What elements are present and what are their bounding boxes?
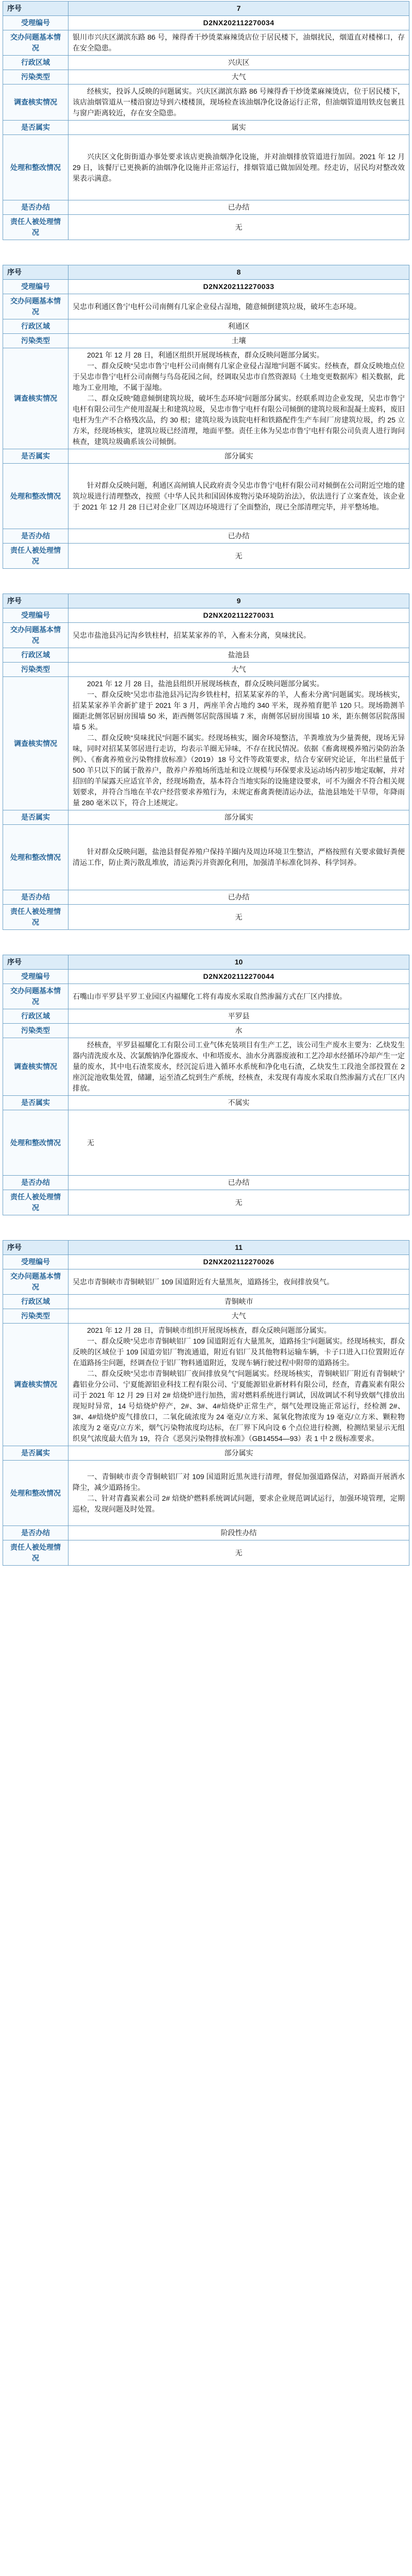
code-value: D2NX202112270033: [68, 280, 409, 294]
table-row: [3, 449, 409, 464]
done-value: 已办结: [68, 1176, 409, 1190]
table-row: [3, 810, 409, 825]
verify-value: [68, 677, 409, 810]
table-row: [3, 663, 409, 677]
table-row: [3, 334, 409, 348]
verify-value-paragraph: 2021 年 12 月 28 日，盐池县组织开展现场核查，群众反映问题部分属实。: [87, 680, 324, 688]
verify-label: 调查核实情况: [3, 1038, 68, 1096]
table-row: [3, 825, 409, 890]
table-row: [3, 265, 409, 280]
record-table: [3, 1, 409, 240]
basic-value: 银川市兴庆区湖滨东路 86 号，辣得香干炒烫菜麻辣烫店位于居民楼下，油烟扰民，烟道直对楼梯口，存在安全隐患。: [68, 30, 409, 56]
verify-value-paragraph: 二、群众反映“吴忠市青铜峡铝厂夜间排放臭气”问题属实。经现场核实，青铜峡铝厂附近有青铜峡宁鑫铝业分公司、宁夏能源铝业科技工程有限公司、宁夏能源铝业新材料有限公司，经查，青鑫炭素有限公司于 2021 年 12 月 29 日对 2# 焙烧炉进行加热，需对燃料系统进行调试，因故调试不利导致烟气排放出现短时异常，14 号焙烧炉停产，2#、3#、4#焙烧炉正常生产，烟气处理设施正常运行，经检测 2#、3#、4#焙烧炉废气排放口，二氧化硫浓度为 24 毫克/立方米、氮氧化物浓度为 19 毫克/立方米、颗粒物浓度为 2 毫克/立方米，烟气污染物浓度均达标，在厂界下风向设 6 个点位进行检测，检测结果显示无组织臭气浓度最大值为 19，符合《恶臭污染物排放标准》（GB14554—93）表 1 中 2 级标准要求。: [73, 1369, 405, 1443]
verify-label: 调查核实情况: [3, 348, 68, 449]
done-value: 已办结: [68, 200, 409, 215]
table-row: [3, 1526, 409, 1540]
handle-value-paragraph: 针对群众反映问题，利通区高闸镇人民政府责令吴忠市鲁宁电杆有限公司对倾倒在公司附近空地的建筑垃圾进行清理整改，按照《中华人民共和国固体废物污染环境防治法》，依法进行了立案查处，该企业于 2021 年 12 月 28 日已对企业厂区周边环境进行了全面整治，现已全部清理完毕，并平整场地。: [73, 481, 405, 511]
pollution-label: 污染类型: [3, 1024, 68, 1038]
pollution-value: 大气: [68, 70, 409, 84]
verify-value-paragraph: 经核实，投诉人反映的问题属实。兴庆区湖滨东路 86 号辣得香干炒烫菜麻辣烫店，位于居民楼下，该店油烟管道从一楼沿窗边导到六楼楼顶，现场检查该油烟净化设备运行正常，但油烟管道用铁皮包裹且与窗户距离较近，存在安全隐患。: [73, 87, 405, 117]
verify-value-paragraph: 二、群众反映“随意倾倒建筑垃圾，破坏生态环境”问题部分属实。经联系周边企业发现，吴忠市鲁宁电杆有限公司生产使用混凝土和建筑垃圾，吴忠市鲁宁电杆有限公司倾倒的建筑垃圾和混凝土废料，废旧电杆为生产不合格残次品，约 30 根；建筑垃圾为该院电杆和铁路配件生产车间厂房建筑垃圾，约 25 立方米，经现场核实，建筑垃圾已经清理，地面平整。责任主体为吴忠市鲁宁电杆有限公司负责人进行询问核查，建筑垃圾确系该公司倾倒。: [73, 394, 405, 446]
table-row: [3, 1009, 409, 1024]
table-row: [3, 1190, 409, 1215]
district-label: 行政区域: [3, 319, 68, 334]
real-value: 部分属实: [68, 1446, 409, 1461]
handle-value-paragraph: 针对群众反映问题，盐池县督促养殖户保持羊圈内及周边环境卫生整洁，严格按照有关要求做好粪便清运工作，防止粪污散乱堆放，清运粪污并资源化利用，加强清羊标准化饲养、科学饲养。: [73, 848, 405, 867]
verify-value-paragraph: 一、群众反映“吴忠市鲁宁电杆公司南侧有几家企业侵占湿地”问题不属实。经核查，群众反映地点位于吴忠市鲁宁电杆公司南侧与鸟岛花园之间，经调取吴忠市自然资源局《土地变更数据库》相关数据，此地为工业用地，不属于湿地。: [73, 362, 405, 392]
table-row: [3, 348, 409, 449]
code-label: 受理编号: [3, 1255, 68, 1269]
real-label: 是否属实: [3, 449, 68, 464]
handle-label: 处理和整改情况: [3, 464, 68, 529]
owner-value: 无: [68, 215, 409, 240]
verify-value: [68, 1324, 409, 1446]
table-row: [3, 1446, 409, 1461]
district-label: 行政区域: [3, 1009, 68, 1024]
pollution-label: 污染类型: [3, 1309, 68, 1324]
real-value: 部分属实: [68, 810, 409, 825]
table-row: [3, 1309, 409, 1324]
handle-value-paragraph: 二、针对青鑫炭素公司 2# 焙烧炉燃料系统调试问题，要求企业规范调试运行，加强环境管理，定期巡检，发现问题及时处置。: [73, 1494, 405, 1513]
code-label: 受理编号: [3, 970, 68, 984]
seq-label: 序号: [3, 2, 68, 16]
table-row: [3, 1096, 409, 1110]
district-label: 行政区域: [3, 648, 68, 663]
table-row: [3, 890, 409, 905]
table-row: [3, 215, 409, 240]
verify-label: 调查核实情况: [3, 677, 68, 810]
table-row: [3, 319, 409, 334]
verify-value-paragraph: 一、群众反映“吴忠市青铜峡铝厂 109 国道附近有大量黑灰，道路扬尘”问题属实。经现场核实，群众反映的区域位于 109 国道旁铝厂物流通道，附近有铝厂及其他物料运输车辆，卡子口进入口位置附近存在道路扬尘问题，经调查位于铝厂物料通道附近，发现车辆行驶过程中附带的道路扬尘。: [73, 1337, 405, 1367]
owner-label: 责任人被处理情况: [3, 905, 68, 930]
basic-label: 交办问题基本情况: [3, 623, 68, 648]
pollution-value: 土壤: [68, 334, 409, 348]
table-row: [3, 200, 409, 215]
table-row: [3, 1461, 409, 1526]
record-table: [3, 955, 409, 1215]
owner-value: 无: [68, 1190, 409, 1215]
district-value: 利通区: [68, 319, 409, 334]
table-row: [3, 1540, 409, 1566]
basic-value: 吴忠市青铜峡市青铜峡铝厂 109 国道附近有大量黑灰，道路扬尘，夜间排放臭气。: [68, 1269, 409, 1295]
handle-label: 处理和整改情况: [3, 135, 68, 200]
table-row: [3, 30, 409, 56]
code-label: 受理编号: [3, 16, 68, 30]
seq-label: 序号: [3, 594, 68, 608]
verify-value: [68, 84, 409, 121]
basic-value: 吴忠市盐池县冯记沟乡铁柱村，招某某家养的羊，入畜未分离，臭味扰民。: [68, 623, 409, 648]
real-label: 是否属实: [3, 1446, 68, 1461]
handle-value-paragraph: 无: [87, 1138, 94, 1147]
table-row: [3, 1024, 409, 1038]
table-row: [3, 970, 409, 984]
table-row: [3, 608, 409, 623]
owner-label: 责任人被处理情况: [3, 1540, 68, 1566]
pollution-label: 污染类型: [3, 70, 68, 84]
basic-value: 石嘴山市平罗县平罗工业园区内福耀化工将有毒废水采取自然渗漏方式在厂区内排放。: [68, 984, 409, 1009]
done-label: 是否办结: [3, 529, 68, 544]
district-value: 兴庆区: [68, 56, 409, 70]
table-row: [3, 70, 409, 84]
owner-label: 责任人被处理情况: [3, 1190, 68, 1215]
pollution-value: 大气: [68, 1309, 409, 1324]
handle-value: [68, 1110, 409, 1176]
done-value: 已办结: [68, 890, 409, 905]
code-value: D2NX202112270034: [68, 16, 409, 30]
seq-label: 序号: [3, 955, 68, 970]
table-row: [3, 2, 409, 16]
basic-label: 交办问题基本情况: [3, 1269, 68, 1295]
pollution-value: 水: [68, 1024, 409, 1038]
table-row: [3, 84, 409, 121]
record-table: [3, 265, 409, 569]
owner-value: 无: [68, 544, 409, 569]
seq-value: 10: [68, 955, 409, 970]
handle-value: [68, 464, 409, 529]
handle-label: 处理和整改情况: [3, 1110, 68, 1176]
handle-value: [68, 825, 409, 890]
done-label: 是否办结: [3, 200, 68, 215]
seq-value: 7: [68, 2, 409, 16]
verify-label: 调查核实情况: [3, 1324, 68, 1446]
table-row: [3, 677, 409, 810]
seq-label: 序号: [3, 1241, 68, 1255]
district-value: 青铜峡市: [68, 1295, 409, 1309]
owner-value: 无: [68, 905, 409, 930]
verify-value-paragraph: 2021 年 12 月 28 日，利通区组织开展现场核查，群众反映问题部分属实。: [87, 351, 324, 359]
record-table: [3, 594, 409, 930]
table-row: [3, 529, 409, 544]
done-label: 是否办结: [3, 890, 68, 905]
table-row: [3, 648, 409, 663]
verify-value-paragraph: 2021 年 12 月 28 日，青铜峡市组织开展现场核查，群众反映问题部分属实。: [87, 1326, 331, 1334]
done-value: 阶段性办结: [68, 1526, 409, 1540]
done-label: 是否办结: [3, 1526, 68, 1540]
basic-value: 吴忠市利通区鲁宁电杆公司南侧有几家企业侵占湿地，随意倾倒建筑垃圾，破坏生态环境。: [68, 294, 409, 319]
real-value: 属实: [68, 121, 409, 135]
table-row: [3, 1241, 409, 1255]
table-row: [3, 955, 409, 970]
code-label: 受理编号: [3, 280, 68, 294]
table-row: [3, 1038, 409, 1096]
table-row: [3, 280, 409, 294]
done-value: 已办结: [68, 529, 409, 544]
table-row: [3, 905, 409, 930]
real-label: 是否属实: [3, 1096, 68, 1110]
table-row: [3, 984, 409, 1009]
table-row: [3, 135, 409, 200]
table-row: [3, 1295, 409, 1309]
record-table: [3, 1240, 409, 1566]
pollution-label: 污染类型: [3, 663, 68, 677]
code-value: D2NX202112270044: [68, 970, 409, 984]
seq-value: 9: [68, 594, 409, 608]
basic-label: 交办问题基本情况: [3, 984, 68, 1009]
verify-value-paragraph: 二、群众反映“臭味扰民”问题不属实。经现场核实，圈舍环境整洁，羊粪堆放为少量粪便，现场无异味，同时对招某某邻居进行走访，均表示羊圈无异味，不存在扰民情况。依据《畜禽规模养殖污染防治条例》、《畜禽养殖业污染物排放标准》（2019）18 号文件等政策要求，结合专家研究论证，年出栏量低于500 羊只以下的属于散养户，散养户养殖场所选址和设立规模与环保要求及运动场内初步地定取解，并对招回的羊屎露天应适宜羊舍，经现场勘查，基本符合当地实际的设施建设要求，可不为圈舍不符合相关规划要求，并符合当地在羊农户经营要求养殖行为，未规定畜禽粪便清运办法，盐池县地处干旱带，年降雨量 280 毫米以下，符合上述规定。: [73, 734, 405, 807]
owner-label: 责任人被处理情况: [3, 215, 68, 240]
basic-label: 交办问题基本情况: [3, 30, 68, 56]
pollution-value: 大气: [68, 663, 409, 677]
verify-value-paragraph: 一、群众反映“吴忠市盐池县冯记沟乡铁柱村，招某某家养的羊，人畜未分离”问题属实。现场核实，招某某家养羊舍新扩建于 2021 年 3 月，两座羊舍占地约 340 平米，现养殖育肥羊 120 只。现场勘测羊圈距北侧邻居厨房围墙 50 米，距西侧邻居院落围墙 7 米，南侧邻居厨房围墙 10 米，距东侧邻居院落围墙 5 米。: [73, 690, 405, 731]
table-row: [3, 464, 409, 529]
handle-value-paragraph: 兴庆区文化街街道办事处要求该店更换油烟净化设施，并对油烟排放管道进行加固。2021 年 12 月 29 日，该餐厅已更换新的油烟净化设施并正常运行，排烟管道已做加固处理。经走访，居民均对整改效果表示满意。: [73, 152, 405, 182]
table-row: [3, 56, 409, 70]
code-value: D2NX202112270026: [68, 1255, 409, 1269]
owner-value: 无: [68, 1540, 409, 1566]
owner-label: 责任人被处理情况: [3, 544, 68, 569]
real-label: 是否属实: [3, 121, 68, 135]
real-label: 是否属实: [3, 810, 68, 825]
table-row: [3, 1269, 409, 1295]
table-row: [3, 1324, 409, 1446]
table-row: [3, 623, 409, 648]
table-row: [3, 16, 409, 30]
seq-value: 8: [68, 265, 409, 280]
real-value: 不属实: [68, 1096, 409, 1110]
table-row: [3, 1176, 409, 1190]
table-row: [3, 594, 409, 608]
handle-value: [68, 135, 409, 200]
table-row: [3, 544, 409, 569]
seq-value: 11: [68, 1241, 409, 1255]
district-value: 盐池县: [68, 648, 409, 663]
code-label: 受理编号: [3, 608, 68, 623]
table-row: [3, 1255, 409, 1269]
verify-value: [68, 348, 409, 449]
handle-value-paragraph: 一、青铜峡市责令青铜峡铝厂对 109 国道附近黑灰进行清理，督促加强道路保洁，对路面开展洒水降尘，减少道路扬尘。: [73, 1472, 405, 1492]
table-row: [3, 294, 409, 319]
district-label: 行政区域: [3, 56, 68, 70]
done-label: 是否办结: [3, 1176, 68, 1190]
verify-value-paragraph: 经核查，平罗县福耀化工有限公司工业气体充装项目有生产工艺，该公司生产废水主要为：乙炔发生器内清洗废水及、次氯酸钠净化器废水、中和塔废水、油水分离器废液和工艺冷却水经循环冷却产生一定量的废水，其中电石渣浆废水，经沉淀后进入循环水系统和净化电石渣，乙炔发生工段池全部投置在 2 座沉淀池收集处置，储罐，运至渣乙烷到生产系统，经核查，未发现有毒废水采取自然渗漏方式在厂区内排放。: [73, 1041, 405, 1092]
table-row: [3, 121, 409, 135]
pollution-label: 污染类型: [3, 334, 68, 348]
code-value: D2NX202112270031: [68, 608, 409, 623]
basic-label: 交办问题基本情况: [3, 294, 68, 319]
seq-label: 序号: [3, 265, 68, 280]
verify-value: [68, 1038, 409, 1096]
handle-value: [68, 1461, 409, 1526]
real-value: 部分属实: [68, 449, 409, 464]
handle-label: 处理和整改情况: [3, 825, 68, 890]
verify-label: 调查核实情况: [3, 84, 68, 121]
table-row: [3, 1110, 409, 1176]
district-label: 行政区域: [3, 1295, 68, 1309]
handle-label: 处理和整改情况: [3, 1461, 68, 1526]
district-value: 平罗县: [68, 1009, 409, 1024]
